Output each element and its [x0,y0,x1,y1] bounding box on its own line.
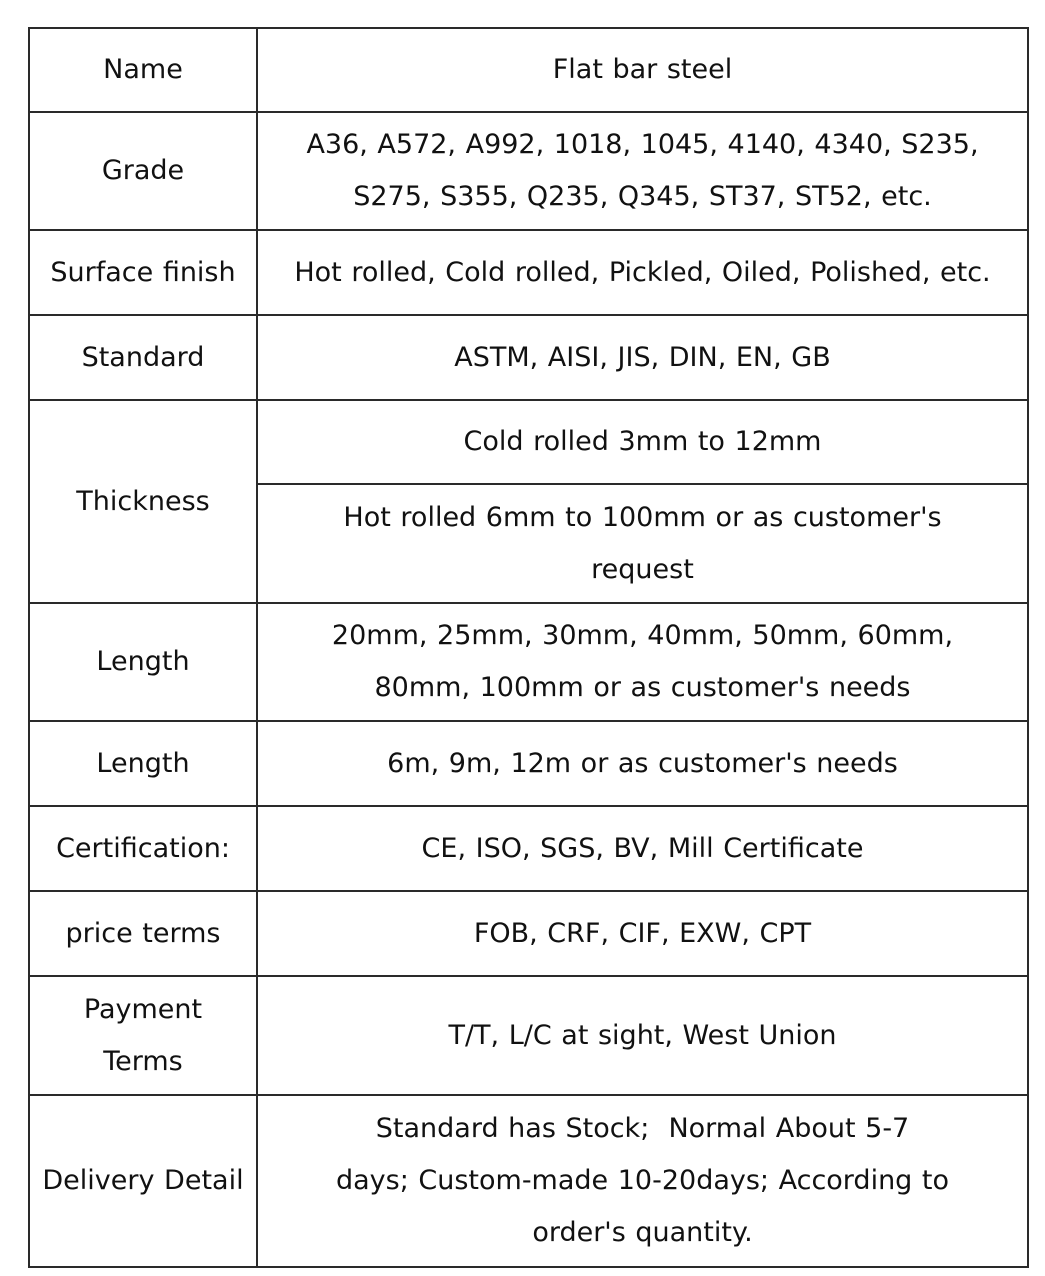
label-price-terms: price terms [29,891,257,976]
value-grade [257,112,1028,230]
value-payment-terms: T/T, L/C at sight, West Union [257,976,1028,1095]
value-thickness-cold: Cold rolled 3mm to 12mm [257,400,1028,484]
delivery-line-3: order's quantity. [532,1217,753,1248]
label-length-2: Length [29,721,257,806]
thickness-hot-line-2: request [591,553,694,585]
thickness-hot-line-1: Hot rolled 6mm to 100mm or as customer's [343,501,942,533]
length-1-line-1: 20mm, 25mm, 30mm, 40mm, 50mm, 60mm, [331,620,954,651]
delivery-line-1: Standard has Stock; Normal About 5-7 [375,1113,910,1144]
table-row [29,112,1028,230]
label-surface-finish: Surface finish [29,230,257,315]
label-delivery-detail: Delivery Detail [29,1095,257,1267]
value-length-2: 6m, 9m, 12m or as customer's needs [257,721,1028,806]
table-row [29,603,1028,721]
table-row [29,721,1028,806]
table-row [29,891,1028,976]
table-row [29,1095,1028,1267]
label-length-1: Length [29,603,257,721]
value-surface-finish: Hot rolled, Cold rolled, Pickled, Oiled, Polished, etc. [257,230,1028,315]
label-certification: Certification: [29,806,257,891]
value-length-1 [257,603,1028,721]
value-name: Flat bar steel [257,28,1028,112]
label-grade: Grade [29,112,257,230]
length-1-line-2: 80mm, 100mm or as customer's needs [374,672,911,703]
payment-label-line-2: Terms [103,1045,183,1077]
label-thickness: Thickness [29,400,257,603]
label-standard: Standard [29,315,257,400]
table-row [29,400,1028,484]
value-thickness-hot [257,484,1028,603]
table-row [29,806,1028,891]
grade-line-1: A36, A572, A992, 1018, 1045, 4140, 4340, S235, [306,129,979,160]
table-row [29,976,1028,1095]
value-delivery-detail [257,1095,1028,1267]
label-payment-terms [29,976,257,1095]
value-standard: ASTM, AISI, JIS, DIN, EN, GB [257,315,1028,400]
grade-line-2: S275, S355, Q235, Q345, ST37, ST52, etc. [353,181,932,212]
table-row [29,28,1028,112]
label-name: Name [29,28,257,112]
payment-label-line-1: Payment [83,993,203,1025]
table-row [29,315,1028,400]
value-price-terms: FOB, CRF, CIF, EXW, CPT [257,891,1028,976]
table-row [29,230,1028,315]
delivery-line-2: days; Custom-made 10-20days; According to [335,1165,950,1196]
value-certification: CE, ISO, SGS, BV, Mill Certificate [257,806,1028,891]
spec-table [28,27,1029,1268]
